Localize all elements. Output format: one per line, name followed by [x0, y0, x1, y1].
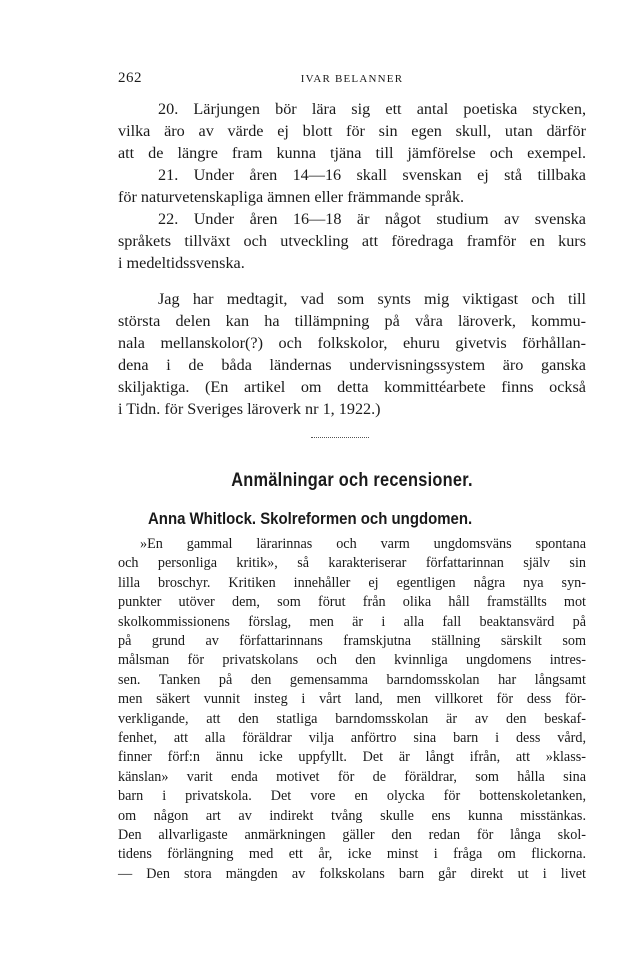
text-line: punkter utöver dem, som förut från olika håll framställts mot [118, 594, 586, 611]
text-line: vilka äro av värde ej blott för sin egen skull, utan därför [118, 122, 586, 140]
page-number: 262 [118, 70, 142, 86]
text-line: i medeltidssvenska. [118, 254, 245, 272]
running-header [118, 70, 586, 90]
text-line: att de längre fram kunna tjäna till jämförelse och exempel. [118, 144, 586, 162]
section-divider [311, 437, 369, 442]
text-line: lilla broschyr. Kritiken innehåller ej egentligen några nya syn- [118, 574, 586, 591]
text-line: på grund av författarinnans framskjutna ställning särskilt som [118, 633, 586, 649]
section-heading: Anmälningar och recensioner. [231, 470, 473, 491]
text-line: om någon art av indirekt tvång skulle ens kunna misstänkas. [118, 807, 586, 824]
text-line: dena i de båda ländernas undervisningssystem äro ganska [118, 356, 586, 374]
text-line: största delen kan ha tillämpning på våra läroverk, kommu- [118, 312, 586, 330]
text-line: skolkommissionens förslag, men är i alla fall beaktansvärd på [118, 613, 586, 630]
text-line: tidens förlängning med ett år, icke minst i fråga om flickorna. [118, 846, 586, 863]
text-line: språkets tillväxt och utveckling att föredraga framför en kurs [118, 232, 586, 250]
text-line: »En gammal lärarinnas och varm ungdomsväns spontana [140, 536, 586, 552]
text-line: skiljaktiga. (En artikel om detta kommittéarbete finns också [118, 378, 586, 396]
running-title: IVAR BELANNER [300, 73, 404, 85]
review-title: Anna Whitlock. Skolreformen och ungdomen. [148, 509, 473, 528]
text-line: och personliga kritik», så karakteriserar författarinnan själv sin [118, 555, 586, 572]
text-line: 22. Under åren 16—18 är något studium av svenska [158, 210, 586, 228]
text-line: 20. Lärjungen bör lära sig ett antal poetiska stycken, [158, 100, 586, 118]
text-line: Den allvarligaste anmärkningen gäller den redan för långa skol- [118, 827, 586, 843]
text-line: 21. Under åren 14—16 skall svenskan ej stå tillbaka [158, 166, 586, 184]
text-line: men säkert vunnit insteg i vårt land, men villkoret för dess för- [118, 691, 586, 708]
text-line: verkligande, att den statliga barndomsskolan är av den beskaf- [118, 710, 586, 727]
text-line: fenhet, att alla föräldrar vilja anförtro sina barn i dess vård, [118, 730, 586, 746]
text-line: finner förf:n ännu icke uppfyllt. Det är långt ifrån, att »klass- [118, 749, 586, 766]
text-line: känslan» varit enda motivet för de föräldrar, som hålla sina [118, 768, 586, 785]
text-line: målsman för privatskolans och den kvinnliga ungdomens intres- [118, 652, 586, 669]
text-line: för naturvetenskapliga ämnen eller främmande språk. [118, 188, 465, 206]
text-line: nala mellanskolor(?) och folkskolor, ehuru givetvis förhållan- [118, 334, 586, 352]
text-line: i Tidn. för Sveriges läroverk nr 1, 1922.) [118, 400, 381, 418]
text-line: — Den stora mängden av folkskolans barn går direkt ut i livet [118, 865, 586, 882]
text-line: Jag har medtagit, vad som synts mig viktigast och till [158, 290, 586, 308]
text-line: sen. Tanken på den gemensamma barndomsskolan har långsamt [118, 671, 586, 688]
text-line: barn i privatskola. Det vore en olycka för bottenskoletanken, [118, 788, 586, 805]
